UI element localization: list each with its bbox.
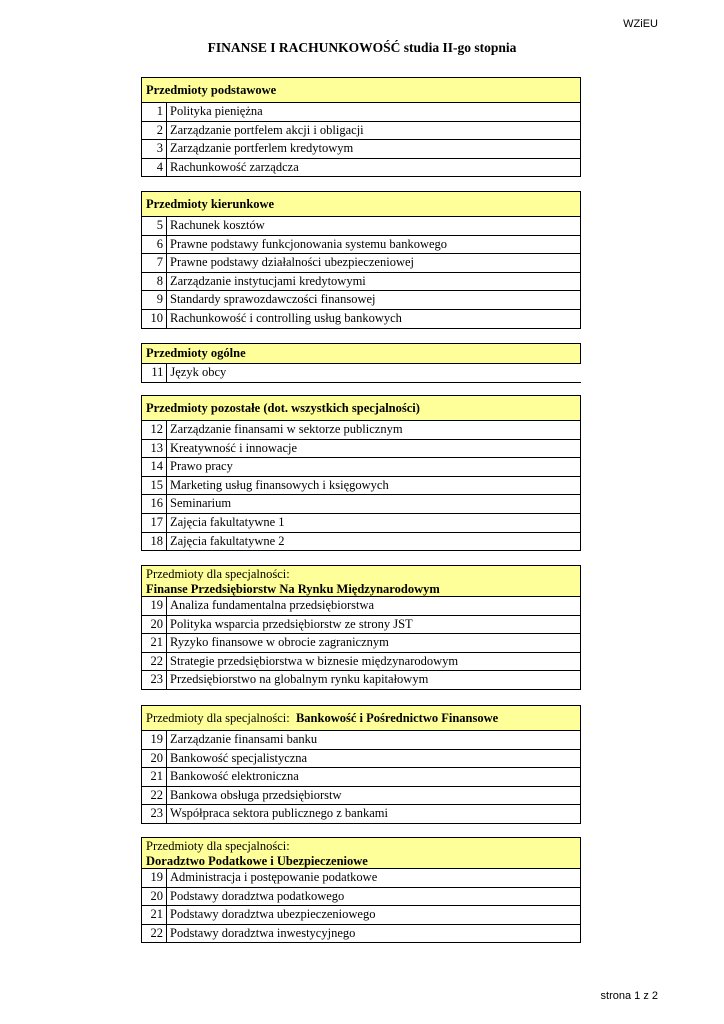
row-subject: Standardy sprawozdawczości finansowej: [170, 292, 376, 307]
row-subject: Zarządzanie finansami w sektorze publicznym: [170, 422, 403, 436]
row-number: 15: [142, 477, 167, 495]
row-subject: Przedsiębiorstwo na globalnym rynku kapitałowym: [170, 672, 429, 687]
row-subject: Podstawy doradztwa inwestycyjnego: [170, 925, 356, 940]
row-number: 20: [142, 616, 167, 634]
row-subject: Zajęcia fakultatywne 1: [170, 514, 285, 529]
table-row: [141, 254, 581, 273]
table-row: [141, 477, 581, 496]
row-subject: Bankowa obsługa przedsiębiorstw: [170, 787, 342, 802]
section-header: Przedmioty ogólne: [141, 343, 581, 364]
row-number: 21: [142, 906, 167, 924]
row-subject: Rachunkowość zarządcza: [170, 159, 299, 174]
table-row: [141, 140, 581, 159]
section-specjalnosc-finanse-przedsiebiorstw: [141, 565, 581, 690]
page-number: strona 1 z 2: [600, 990, 658, 1002]
row-subject: Zajęcia fakultatywne 2: [170, 533, 285, 548]
table-row: [141, 364, 581, 383]
table-row: [141, 122, 581, 141]
row-subject: Kreatywność i innowacje: [170, 440, 298, 455]
table-row: [141, 888, 581, 907]
section-header-prefix: Przedmioty dla specjalności:: [146, 839, 290, 853]
row-number: 8: [142, 273, 167, 291]
table-row: [141, 768, 581, 787]
section-header-prefix: Przedmioty dla specjalności:: [146, 567, 290, 581]
row-subject: Administracja i postępowanie podatkowe: [170, 870, 378, 884]
section-header-title: Finanse Przedsiębiorstw Na Rynku Międzynarodowym: [146, 582, 440, 596]
table-row: [141, 671, 581, 690]
section-header: Przedmioty podstawowe: [141, 77, 581, 103]
section-przedmioty-ogolne: [141, 343, 581, 383]
row-subject: Język obcy: [170, 365, 227, 379]
table-row: [141, 597, 581, 616]
row-number: 22: [142, 925, 167, 943]
header-org: WZiEU: [623, 18, 658, 30]
row-number: 11: [141, 364, 167, 382]
table-row: [141, 495, 581, 514]
table-row: [141, 616, 581, 635]
table-row: [141, 291, 581, 310]
table-row: [141, 217, 581, 236]
row-number: 5: [142, 217, 167, 235]
section-header: [141, 837, 581, 869]
row-subject: Prawne podstawy funkcjonowania systemu bankowego: [170, 236, 448, 251]
row-subject: Bankowość specjalistyczna: [170, 750, 308, 765]
section-header-title: Doradztwo Podatkowe i Ubezpieczeniowe: [146, 854, 368, 868]
row-number: 3: [142, 140, 167, 158]
table-row: [141, 805, 581, 824]
row-number: 18: [142, 533, 167, 551]
row-subject: Zarządzanie portfelem akcji i obligacji: [170, 122, 364, 137]
table-row: [141, 421, 581, 440]
row-subject: Podstawy doradztwa podatkowego: [170, 888, 345, 903]
section-przedmioty-kierunkowe: [141, 191, 581, 329]
row-number: 1: [142, 103, 167, 121]
table-row: [141, 925, 581, 944]
row-subject: Rachunek kosztów: [170, 218, 265, 232]
row-number: 19: [142, 869, 167, 887]
section-specjalnosc-bankowosc: [141, 705, 581, 824]
row-subject: Prawne podstawy działalności ubezpieczeniowej: [170, 255, 415, 270]
row-number: 23: [142, 671, 167, 689]
table-row: [141, 533, 581, 552]
row-subject: Seminarium: [170, 496, 232, 511]
table-row: [141, 653, 581, 672]
row-subject: Zarządzanie finansami banku: [170, 732, 318, 746]
row-subject: Rachunkowość i controlling usług bankowych: [170, 310, 402, 325]
table-row: [141, 731, 581, 750]
table-row: [141, 310, 581, 329]
row-number: 10: [142, 310, 167, 328]
row-subject: Współpraca sektora publicznego z bankami: [170, 806, 388, 821]
row-number: 4: [142, 159, 167, 177]
row-subject: Strategie przedsiębiorstwa w biznesie międzynarodowym: [170, 653, 459, 668]
row-number: 14: [142, 458, 167, 476]
table-row: [141, 787, 581, 806]
row-number: 20: [142, 888, 167, 906]
section-header-prefix: Przedmioty dla specjalności:: [146, 711, 290, 725]
table-row: [141, 440, 581, 459]
row-number: 6: [142, 236, 167, 254]
row-number: 16: [142, 495, 167, 513]
section-header: Przedmioty pozostałe (dot. wszystkich specjalności): [141, 395, 581, 421]
row-number: 7: [142, 254, 167, 272]
row-number: 22: [142, 653, 167, 671]
section-header: [141, 705, 581, 731]
table-row: [141, 869, 581, 888]
table-row: [141, 750, 581, 769]
row-number: 21: [142, 768, 167, 786]
row-subject: Bankowość elektroniczna: [170, 769, 299, 784]
row-number: 17: [142, 514, 167, 532]
table-row: [141, 514, 581, 533]
row-subject: Polityka pieniężna: [170, 104, 263, 118]
table-row: [141, 236, 581, 255]
section-przedmioty-pozostale: [141, 395, 581, 551]
section-przedmioty-podstawowe: [141, 77, 581, 177]
section-specjalnosc-doradztwo: [141, 837, 581, 943]
row-subject: Podstawy doradztwa ubezpieczeniowego: [170, 907, 376, 922]
row-number: 19: [142, 597, 167, 615]
row-subject: Zarządzanie instytucjami kredytowymi: [170, 273, 366, 288]
row-number: 22: [142, 787, 167, 805]
row-number: 9: [142, 291, 167, 309]
row-number: 2: [142, 122, 167, 140]
table-row: [141, 103, 581, 122]
row-number: 19: [142, 731, 167, 749]
row-subject: Ryzyko finansowe w obrocie zagranicznym: [170, 635, 389, 650]
table-row: [141, 273, 581, 292]
table-row: [141, 634, 581, 653]
row-subject: Marketing usług finansowych i księgowych: [170, 477, 389, 492]
row-number: 12: [142, 421, 167, 439]
section-header-title: Bankowość i Pośrednictwo Finansowe: [295, 711, 499, 725]
table-row: [141, 159, 581, 178]
row-subject: Analiza fundamentalna przedsiębiorstwa: [170, 598, 375, 612]
row-number: 21: [142, 634, 167, 652]
table-row: [141, 458, 581, 477]
row-number: 23: [142, 805, 167, 823]
row-subject: Zarządzanie portferlem kredytowym: [170, 141, 354, 156]
document-title: FINANSE I RACHUNKOWOŚĆ studia II-go stopnia: [207, 40, 517, 55]
table-row: [141, 906, 581, 925]
row-number: 13: [142, 440, 167, 458]
row-subject: Polityka wsparcia przedsiębiorstw ze strony JST: [170, 616, 413, 631]
section-header: [141, 565, 581, 597]
section-header: Przedmioty kierunkowe: [141, 191, 581, 217]
row-number: 20: [142, 750, 167, 768]
row-subject: Prawo pracy: [170, 459, 233, 474]
